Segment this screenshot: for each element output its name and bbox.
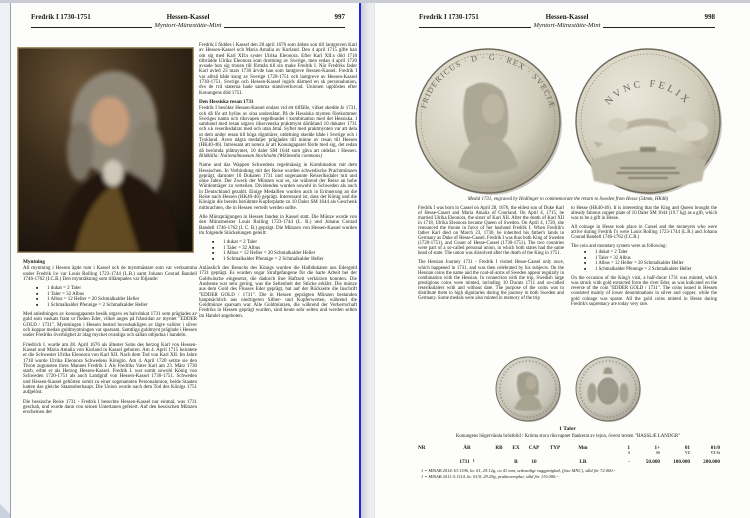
square-bullet-icon: ■ [212, 245, 215, 250]
header-title-center: Hessen-Kassel [545, 13, 589, 21]
grade-label: 1 [627, 445, 630, 451]
square-bullet-icon: ■ [212, 240, 215, 245]
cell-cap: 10 [531, 459, 537, 465]
grade-label: 01/0 [710, 445, 720, 451]
list-item-text: 1 dukat = 2 Taler [595, 250, 628, 256]
cell-ar [444, 459, 490, 465]
square-bullet-icon: ■ [36, 297, 39, 302]
col-header-grade-2 [630, 445, 660, 455]
col-header-ar: ÅR [463, 445, 471, 451]
table-row [418, 459, 720, 465]
subheader-text: Myntort-Münzstätte-Mint [154, 22, 222, 29]
denomination-list-english [571, 250, 717, 272]
footnote: 1 = MISAB 2014:10:1196, kv. 01, 29.12g, ca 41 mm, sedvanligt vaggpräglad, (foto MNC), såld för 72.000:- [421, 468, 616, 473]
section-heading-myntning: Myntning [23, 259, 45, 265]
header-title-center: Hessen-Kassel [166, 13, 210, 21]
section-heading-resan: Den Hessiska resan 1731 [199, 98, 254, 105]
paragraph-text: Fredrik I besökte Hessen-Kassel endast vid ett tillfälle, vilket skedde år 1731, och då för att hyllas av sina undersåtar. På de Hessiska mynten förekommer Sveriges namn och riksvapen regelbundet i kombination med det Hessiska. I samband med resan utgavs rikssvenska praktmynt däribland 10 dukater 1731 och s.k reseriksdalrar med och utan årtal. Syftet med praktmynten var att dela ut dem under resan till höga dignitärer, utdelning skedde både i Sverige och i Tyskland. Även några medaljer präglades till minne av resan till Hessen (HK40-46). Intressant att notera är att Konungaparet förde med sig, det redan då berömda plåtmyntet, 10 daler SM 1644 som gåva att utdelas i Hessen. [199, 106, 357, 154]
header-title-left: Fredrik I 1730-1751 [31, 13, 91, 21]
header-title-left: Fredrik I 1730-1751 [419, 13, 479, 21]
paragraph: Fredrik I was born in Cassel on April 28, 1676, the eldest son of Duke Karl of Hesse-Cassel and Maria Amalia of Courland. On April 4, 1715, he married Ulrika Eleonora, the sister of Karl XII. After the death of Karl XII in 1718, Ulrika Eleonora became Queen of Sweden. On April 4, 1720, she renounced the throne in favor of her husband Fredrik I. When Fredrik's father Karl died on March 23, 1730, he inherited his father's lands in Germany as Duke of Hesse-Cassel. Fredrik I was thus both King of Sweden (1720-1751), and Count of Hesse-Cassel (1730-1751). The two countries were part of a so-called personal union, in which both states had the same head of state. The union was dissolved after the death of the King in 1751. [418, 206, 564, 257]
subheader-rule-left [31, 26, 152, 28]
medal-obverse-image [414, 47, 562, 195]
page-header [31, 13, 345, 22]
col-header-grade-4 [690, 445, 720, 455]
paragraph: All myntning i Hessen ägde rum i Kassel och de myntmästare som var verksamma under Fredrik I:e var Louis Rolling 1723-1744 (L.R.) samt Johann Conrad Bandell 1746-1762 (I.C.B.) Den mynträkning som tillämpades var följande: [23, 266, 197, 282]
page-number: 997 [334, 13, 345, 21]
list-item-text: 1 Schmalkalder Pfennige = 2 Schmalkalder Heller [223, 256, 324, 262]
denomination-list [23, 286, 197, 308]
denomination-list-german [199, 240, 357, 262]
english-text-columns [418, 206, 717, 311]
list-item [199, 257, 357, 263]
col-header-typ: TYP [549, 445, 561, 451]
square-bullet-icon: ■ [584, 266, 587, 271]
medal-caption: Medal 1731, engraved by Hedlinger to commemorate the return to Sweden from Hesse (54mm, HK46) [467, 197, 669, 202]
left-page-column-1 [23, 260, 197, 420]
grade-sublabel: S [628, 451, 630, 455]
cell-grade-3: 100.000 [673, 459, 690, 465]
paragraph: Fredrik I föddes i Kassel den 28 april 1676 som äldste son till lantgreven Karl av Hessen-Kassel och Maria Amalia av Kurland. Den 4 april 1715 gifte han om sig med Karl XII:s syster Ulrika Eleonora. Efter Karl XII:s död 1718 tillträdde Ulrika Eleonora som drottning av Sverige, men redan 4 april 1720 avsade hon sig tronen till förmån till sin make Fredrik I. När Fredriks fader Karl avled 23 mars 1730 ärvde han som lantgreve Hessen-Kassel. Fredrik I var alltså både kung av Sverige 1720-1751 och lantgreve av Hessen-Kassel 1730-1751. Sverige och Hessen-Kassel ingick därmed en sk personalunion, dvs de två staterna hade samma statsöverhuvud. Unionen upplöstes efter Konungens död 1751. [199, 43, 357, 96]
list-item [23, 303, 197, 309]
paragraph: to Hesse (HK40-46). It is interesting that the King and Queen brought the already famous copper plate of 10 Daler SM 1644 (19.7 kg) as a gift, which was to be a gift in Hesse. [571, 206, 717, 222]
grade-sublabel: SS [656, 451, 660, 455]
cell-grade-2: 50.000 [645, 459, 660, 465]
subheader-text: Myntort-Münzstätte-Mint [533, 22, 601, 29]
cell-grade-1: - [628, 459, 630, 465]
left-page-column-2 [199, 43, 357, 323]
list-item-text: 1 Taler = 32 Albus [47, 291, 85, 297]
paragraph: Friedrich I. wurde am 28. April 1676 als ältester Sohn des herzog Karl von Hessen-Kassel und Maria Amalia von Kurland in Kassel geboren. Am 4. April 1715 heiratete er die Schwester Ulrika Eleonora von Karl XII. Nach dem Tod von Karl XII. Im Jahre 1718 wurde Ulrika Eleonora Schwedens Königin. Am 4. April 1720 setzte sie den Thron zugunsten ihres Mannes Fredrik I. Als Fredriks Vater Karl am 23. März 1730 starb, erbte er als Herzog Hessen-Kassel. Fredrik I. war somit sowohl König von Schweden 1720-1751 als auch Landgraf von Hessen-Kassel 1730-1751. Schweden und Hessen-Kassel gehörten somit zu einer sogenannten Personalunion, beide Staaten hatten das gleiche Staatsoberhaupt. Die Union wurde nach dem Tod des Königs 1751 aufgelöst. [23, 342, 197, 396]
square-bullet-icon: ■ [584, 261, 587, 266]
square-bullet-icon: ■ [36, 291, 39, 296]
taler-description: Konungens högervända bröstbild / Krönta stora riksvapnet flankerat av lejon, överst texten "HASSLÆ LANDGR" [455, 434, 681, 439]
paragraph: The coin and monetary system were as following: [571, 244, 667, 250]
cell-typ [544, 459, 566, 465]
list-item-text: 1 Taler = 32 Albus [223, 245, 261, 251]
square-bullet-icon: ■ [36, 302, 39, 307]
square-bullet-icon: ■ [584, 255, 587, 260]
page-right-998[interactable] [374, 3, 750, 518]
list-item-text: 1 Schmalkalder Pfennige = 2 Schmalkalder Heller [595, 266, 692, 272]
page-subheader [419, 22, 715, 29]
english-column-1 [418, 206, 564, 311]
list-item-text: 1 Albus = 12 Heller = 20 Schmalkalder Heller [595, 261, 684, 267]
coin-table [418, 445, 720, 479]
paragraph [199, 106, 357, 159]
subheader-rule-left [419, 26, 531, 28]
col-header-grade-1 [600, 445, 630, 455]
paragraph: All coinage in Hesse took place in Cassel and the moneyers who were active during Fredrik I's were Louis Rolling 1723-1744 (L.R.) and Johann Conrad Bandell 1746-1762 (I.C.B.) [571, 225, 717, 241]
grade-label: 01 [684, 445, 690, 451]
cell-ex: R [514, 459, 518, 465]
paragraph: Med anledningen av konungaparets besök utgavs en halvdukat 1731 som präglades av guld som vaskats fram ur floden Eder, vilket anges på frånsidan av myntet "EDDER GOLD / 1731". Myntningen i Hessen bestod huvudsakligen av lägre valörer i silver och koppar medan guldmyntningen var sparsam. Samtliga guldmynt präglade i Hessen under Fredriks överhöghet är idag mycket ovanliga och sällan utbjudna i handeln. [23, 312, 197, 339]
paragraph: Alle Münzprägungen in Hessen fanden in Kassel statt. Die Münze wurde von den Münzmeister Louis Rolling 1723-1744 (L. R.) und Johann Conrad Bandell 1746-1762 (I. C. B.) geprägt. Die Münzen von Hessen-Kassel wurden im folgende Stückelungen geteilt: [199, 214, 357, 236]
list-item-text: 1 Taler = 32 Albus [595, 255, 631, 261]
list-item-text: 1 dukat = 2 Taler [223, 240, 258, 246]
grade-sublabel: VZ [685, 451, 690, 455]
page-number: 998 [704, 13, 715, 21]
list-item [571, 267, 717, 273]
medal-reverse-legend: NVNC FELIX [603, 78, 693, 108]
page-gutter [360, 3, 374, 518]
cell-mm: LR [579, 459, 587, 465]
footnote: 1 = MISAB 2011:5:1114, kv. 01/0, 29.29g, praktexemplar, såld för 110.000:- [421, 473, 559, 479]
col-header-mm: Mm [578, 445, 588, 451]
paragraph: The Hessian Journey 1731 - Fredrik I visited Hesse-Cassel only once, which happened in 1731, and was then celebrated by his subjects. On the Hessian coins the name and the coat-of-arms of Sweden appear regularly in combination with the Hessian. In connection with the trip, Swedish large prestigious coins were minted, including 10 Ducats 1711 and so-called reseriksdalers with and without date. The purpose of the coins was to distribute them to high dignitaries during the journey in both Sweden and Germany. Some medals were also minted in memory of the trip [418, 260, 564, 301]
paragraph: On the occasion of the King's visit, a half-ducat 1731 was minted, which was struck with gold extracted from the river Eder, as was indicated on the reverse of the coin "EDDER GOLD / 1731". The coins issued in Hessen consisted mainly of lower denominations in silver and copper, while the gold coinage was sparse. All the gold coins minted in Hesse during Fredrik's supremacy are today very rare. [571, 276, 717, 307]
square-bullet-icon: ■ [212, 251, 215, 256]
page-subheader [31, 22, 345, 29]
taler-title: 1 Taler [559, 426, 576, 432]
page-left-997[interactable] [10, 3, 361, 518]
taler-photos [418, 355, 717, 423]
year-value: 1731 [459, 459, 470, 465]
paragraph: Anlässlich des Besuchs des Königs wurden die Halbdukaten aus Edergold 1731 geprägt. Es wurden sogar Strafgefangene für die harte Arbeit bei der Goldwäsche eingesetzt, die dadurch ihre Haftzeit verkürzen konnten. Die Ausbeute war sehr gering, was die Seltenheit der Stücke erklärt. Die münze aus dem Gold des Flusses Eder geprägt, hat auf der Rückseite die Inschrift "EDDER GOLD / 1731". Die in Hessen geprägten Münzen bestanden hauptsächlich aus niedrigeren Silber- und Kupferwerten, während die Goldmünze sparsam war. Alle Goldmünzen, die während der Vorherrschaft Fredriks in Hessen geprägt wurden, sind heute sehr selten und werden selten im Handel angeboten. [199, 266, 357, 319]
col-header-cap: CAP [528, 445, 540, 451]
grade-label: 1+ [654, 445, 660, 451]
taler-reverse-image [574, 355, 642, 423]
portrait-fredrik-i [17, 47, 194, 253]
page-header [419, 13, 715, 22]
paragraph: Die hessische Reise 1731 - Fredrik I besuchte Hessen-Kassel nur einmal, was 1731 geschah, und wurde dann von seinen Untertanen gefeiert. Auf den hessischen Münzen erscheinen der [23, 399, 197, 416]
cell-nr [418, 459, 444, 465]
subheader-rule-right [224, 26, 345, 28]
paragraph: Name und das Wappen Schwedens regelmässig in Kombination mit dem Hessischen. In Verbindung mit der Reise wurden schwedische Prachtmünzen geprägt, darunter 10 Dukaten 1731 und sogenannte Reiseriksdaler mit und ohne Jahre. Der Zweck der Münzen war es, sie während der Reise an hohe Würdenträger zu verteilen. Dividenden wurden sowohl in Schweden als auch in Deutschland gezahlt. Einige Medaillen wurden auch in Erinnerung an die Reise nach Hessen (HK40-46) geprägt. Interessant ist, dass der König und die Königin die bereits berühmte Kupferplatte zu 10 Daler SM 1644 als Geschenk mitbrachten, die in Hessen verteilt werden sollte. [199, 163, 357, 211]
image-source-credit: Bildkälla: Nationalmuseum Stockholm (Wikimedia commons) [199, 153, 323, 159]
medal-photos [413, 47, 723, 195]
cell-grade-4: 200.000 [703, 459, 720, 465]
medal-reverse-image [574, 47, 722, 195]
cell-rb [490, 459, 508, 465]
table-footnotes [421, 468, 720, 479]
english-column-2 [571, 206, 717, 311]
list-item-text: 1 Schmalkalder Pfennige = 2 Schmalkalder Heller [47, 302, 148, 308]
square-bullet-icon: ■ [36, 286, 39, 291]
col-header-rb: RB [495, 445, 503, 451]
medal-obverse-legend: FRIDERICUS · D · G · REX · SVECIÆ [418, 52, 558, 110]
list-item-text: 1 Albus = 12 Heller = 20 Schmalkalder Heller [47, 297, 140, 303]
col-header-ex: EX [512, 445, 520, 451]
footnote-marker: 1 [472, 459, 475, 463]
subheader-rule-right [603, 26, 715, 28]
grade-sublabel: VZ-St [710, 451, 720, 455]
square-bullet-icon: ■ [584, 250, 587, 255]
portrait-image [17, 47, 194, 253]
col-header-grade-3 [660, 445, 690, 455]
table-header-row [418, 445, 720, 455]
square-bullet-icon: ■ [212, 256, 215, 261]
col-header-nr: NR [418, 445, 426, 451]
list-item-text: 1 Albus = 12 Heller = 20 Schmalkalder Heller [223, 251, 316, 257]
list-item-text: 1 dukat = 2 Taler [47, 286, 82, 292]
taler-obverse-image [494, 355, 562, 423]
